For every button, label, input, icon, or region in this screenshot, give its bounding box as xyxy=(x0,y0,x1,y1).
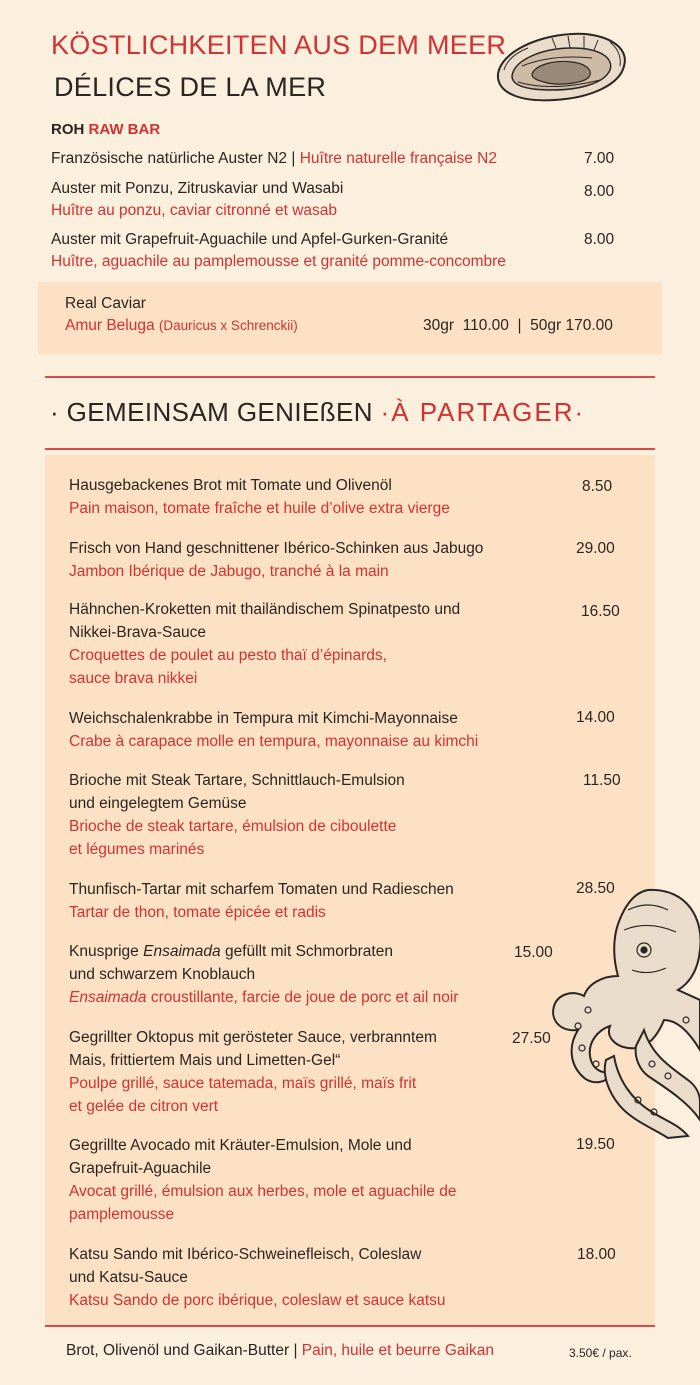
item-price: 16.50 xyxy=(581,603,620,620)
item-price: 28.50 xyxy=(576,880,615,897)
oyster-icon xyxy=(492,26,632,106)
footer-price: 3.50€ / pax. xyxy=(569,1346,632,1360)
item-de xyxy=(69,940,569,963)
item-price: 11.50 xyxy=(583,772,621,789)
item-price: 19.50 xyxy=(576,1136,615,1153)
item-de-line2: Grapefruit-Aguachile xyxy=(69,1160,212,1177)
item-de: Katsu Sando mit Ibérico-Schweinefleisch, Coleslaw xyxy=(69,1246,422,1263)
item-fr-line2: sauce brava nikkei xyxy=(69,670,198,687)
list-item xyxy=(69,598,569,690)
item-price: 18.00 xyxy=(577,1246,616,1263)
item-de: Brioche mit Steak Tartare, Schnittlauch-Emulsion xyxy=(69,772,405,789)
item-fr: Pain maison, tomate fraîche et huile d’olive extra vierge xyxy=(69,500,450,517)
item-de-em: Ensaimada xyxy=(143,943,221,960)
raw-item-2-de: Auster mit Ponzu, Zitruskaviar und Wasabi xyxy=(51,180,344,197)
raw-bar-heading xyxy=(51,121,160,138)
item-price: 14.00 xyxy=(576,709,615,726)
item-fr: Katsu Sando de porc ibérique, coleslaw et sauce katsu xyxy=(69,1292,446,1309)
item-de: Hähnchen-Kroketten mit thailändischem Spinatpesto und xyxy=(69,601,461,618)
raw-item-3-price: 8.00 xyxy=(584,231,615,248)
caviar-price: 30gr 110.00 | 50gr 170.00 xyxy=(423,317,613,334)
sharing-title-fr: ·À PARTAGER· xyxy=(380,397,586,427)
raw-bar-label-en: RAW BAR xyxy=(88,121,161,138)
item-de-line2: Nikkei-Brava-Sauce xyxy=(69,624,206,641)
item-de: Gegrillter Oktopus mit gerösteter Sauce, verbranntem xyxy=(69,1029,437,1046)
item-de-pre: Knusprige xyxy=(69,943,144,960)
item-fr-line2: et gelée de citron vert xyxy=(69,1098,219,1115)
raw-item-1-fr: Huître naturelle française N2 xyxy=(299,150,497,167)
raw-item-1-de: Französische natürliche Auster N2 | xyxy=(51,150,296,167)
list-item xyxy=(69,1134,569,1226)
raw-item-2-fr: Huître au ponzu, caviar citronné et wasab xyxy=(51,202,338,219)
section-title-de: KÖSTLICHKEITEN AUS DEM MEER xyxy=(51,30,507,60)
list-item xyxy=(69,940,569,1009)
item-fr: Poulpe grillé, sauce tatemada, maïs grillé, maïs frit xyxy=(69,1075,417,1092)
raw-item-3-fr: Huître, aguachile au pamplemousse et granité pomme-concombre xyxy=(51,253,506,270)
item-price: 29.00 xyxy=(576,540,615,557)
raw-bar-label-de: ROH xyxy=(51,121,85,138)
item-fr: Crabe à carapace molle en tempura, mayonnaise au kimchi xyxy=(69,733,479,750)
list-item xyxy=(69,707,569,753)
item-de-line2: und eingelegtem Gemüse xyxy=(69,795,247,812)
item-de-line2: und schwarzem Knoblauch xyxy=(69,966,256,983)
list-item xyxy=(69,1026,569,1118)
item-de-post: gefüllt mit Schmorbraten xyxy=(220,943,393,960)
item-price: 27.50 xyxy=(512,1030,551,1047)
list-item xyxy=(69,1243,569,1312)
divider-bottom xyxy=(45,448,655,450)
section-title-fr: DÉLICES DE LA MER xyxy=(54,72,327,102)
raw-item-3-de: Auster mit Grapefruit-Aguachile und Apfel-Gurken-Granité xyxy=(51,231,449,248)
caviar-variety-name: Amur Beluga xyxy=(65,317,155,334)
raw-item-2-price: 8.00 xyxy=(584,183,615,200)
octopus-icon xyxy=(548,880,700,1140)
item-fr-post: croustillante, farcie de joue de porc et ail noir xyxy=(146,989,459,1006)
item-fr xyxy=(69,986,569,1009)
item-fr: Brioche de steak tartare, émulsion de ciboulette xyxy=(69,818,397,835)
divider-top xyxy=(45,376,655,378)
caviar-name: Real Caviar xyxy=(65,295,146,312)
item-de: Thunfisch-Tartar mit scharfem Tomaten und Radieschen xyxy=(69,881,454,898)
caviar-variety-detail: (Dauricus x Schrenckii) xyxy=(158,318,298,333)
item-price: 8.50 xyxy=(582,478,613,495)
item-fr-line2: pamplemousse xyxy=(69,1206,175,1223)
item-de: Weichschalenkrabbe in Tempura mit Kimchi-Mayonnaise xyxy=(69,710,458,727)
item-de: Gegrillte Avocado mit Kräuter-Emulsion, Mole und xyxy=(69,1137,412,1154)
list-item xyxy=(69,878,569,924)
raw-item-1-price: 7.00 xyxy=(584,150,615,167)
caviar-variety xyxy=(65,317,298,335)
list-item xyxy=(69,769,569,861)
item-fr: Jambon Ibérique de Jabugo, tranché à la main xyxy=(69,563,389,580)
item-fr: Croquettes de poulet au pesto thaï d’épinards, xyxy=(69,647,387,664)
item-de-line2: Mais, frittiertem Mais und Limetten-Gel“ xyxy=(69,1052,341,1069)
item-fr: Avocat grillé, émulsion aux herbes, mole et aguachile de xyxy=(69,1183,457,1200)
item-de-line2: und Katsu-Sauce xyxy=(69,1269,188,1286)
list-item xyxy=(69,474,569,520)
item-de: Frisch von Hand geschnittener Ibérico-Schinken aus Jabugo xyxy=(69,540,484,557)
footer-de: Brot, Olivenöl und Gaikan-Butter | xyxy=(66,1342,298,1359)
item-fr-line2: et légumes marinés xyxy=(69,841,205,858)
item-fr-em: Ensaimada xyxy=(69,989,147,1006)
item-fr: Tartar de thon, tomate épicée et radis xyxy=(69,904,326,921)
divider-footer xyxy=(45,1325,655,1327)
footer-bread xyxy=(66,1342,494,1360)
footer-fr: Pain, huile et beurre Gaikan xyxy=(301,1342,494,1359)
list-item xyxy=(69,537,569,583)
item-price: 15.00 xyxy=(514,944,553,961)
raw-item-1 xyxy=(51,150,497,168)
item-de: Hausgebackenes Brot mit Tomate und Olivenöl xyxy=(69,477,392,494)
sharing-title-de: · GEMEINSAM GENIEßEN xyxy=(50,397,373,427)
sharing-title xyxy=(50,397,585,428)
